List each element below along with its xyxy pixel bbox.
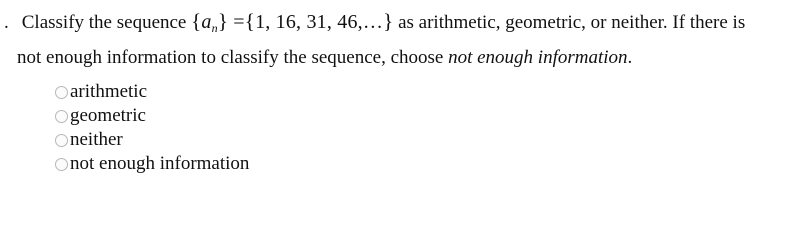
option-label: arithmetic [70,81,148,102]
question-line2-before: not enough information to classify the sequence, choose [17,47,449,68]
option-not-enough-information[interactable] [55,152,249,176]
answer-options [55,80,249,176]
question [4,6,796,73]
values-close-brace: } [383,9,394,33]
question-line2-after: . [627,47,633,68]
option-label: neither [70,129,123,150]
radio-button[interactable] [55,86,68,99]
option-neither[interactable] [55,128,249,152]
sequence-values: 1, 16, 31, 46,… [255,11,384,33]
question-line-1 [4,6,796,43]
sequence-variable: a [201,11,212,33]
equals-sign: = [228,11,245,33]
sequence-close-brace: } [217,9,229,33]
option-label: not enough information [70,153,250,174]
option-geometric[interactable] [55,104,249,128]
values-open-brace: { [244,9,256,33]
radio-button[interactable] [55,158,68,171]
question-text-after: as arithmetic, geometric, or neither. If there is [398,12,746,33]
question-number: . [4,12,9,33]
sequence-expression [191,11,393,33]
question-line2-emphasis: not enough information [448,47,628,68]
option-label: geometric [70,105,146,126]
question-text-before: Classify the sequence [21,12,187,33]
radio-button[interactable] [55,110,68,123]
sequence-subscript: n [211,21,218,35]
radio-button[interactable] [55,134,68,147]
option-arithmetic[interactable] [55,80,249,104]
question-line-2 [4,43,796,73]
sequence-open-brace: { [191,9,202,33]
